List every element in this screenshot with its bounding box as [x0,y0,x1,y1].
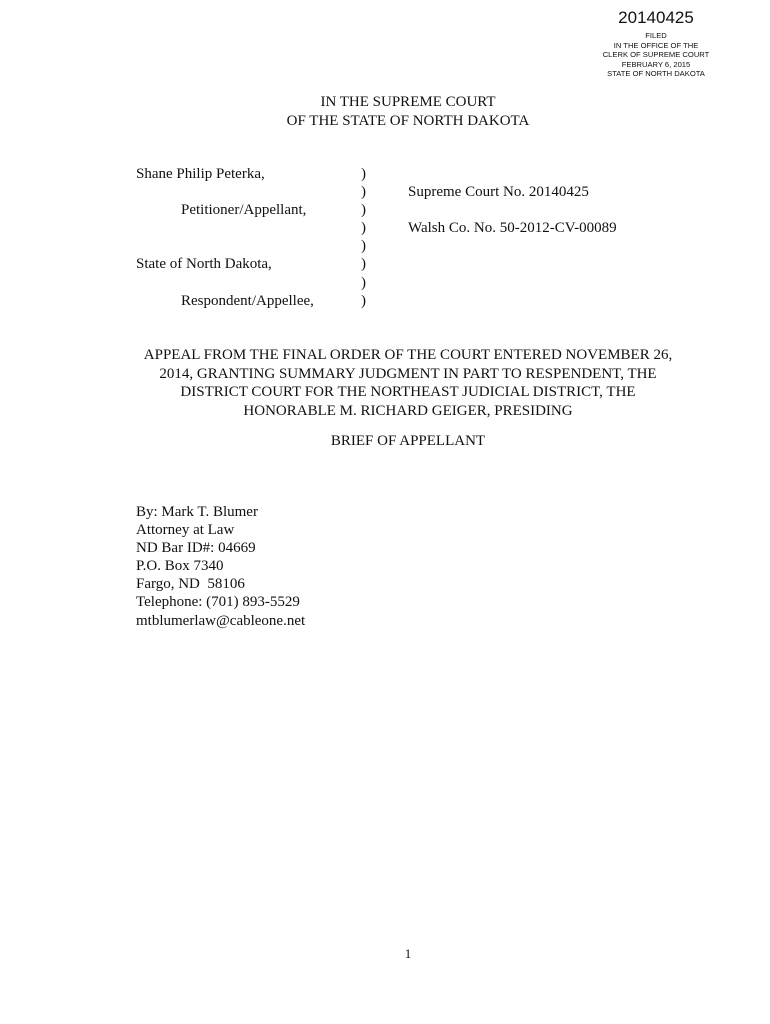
caption-row [136,274,656,292]
case-caption [136,165,656,310]
appeal-line-1: APPEAL FROM THE FINAL ORDER OF THE COURT ENTERED NOVEMBER 26, [143,347,673,363]
counsel-po-box: P.O. Box 7340 [136,558,224,575]
caption-parenthesis: ) [361,274,366,291]
appellant-name: Shane Philip Peterka, [136,166,265,182]
counsel-name: By: Mark T. Blumer [136,504,258,520]
caption-parenthesis: ) [361,184,366,201]
appellant-role: Petitioner/Appellant, [181,202,307,219]
caption-row [136,183,656,201]
caption-row [136,255,656,273]
caption-parenthesis: ) [361,202,366,219]
appeal-line-3: DISTRICT COURT FOR THE NORTHEAST JUDICIAL DISTRICT, THE [180,384,636,400]
county-case-number: Walsh Co. No. 50-2012-CV-00089 [408,220,617,237]
stamp-state-line: STATE OF NORTH DAKOTA [607,69,705,79]
counsel-city: Fargo, ND 58106 [136,576,245,593]
caption-row [136,219,656,237]
caption-row [136,237,656,255]
appeal-line-4: HONORABLE M. RICHARD GEIGER, PRESIDING [243,402,573,419]
court-heading-line-2: OF THE STATE OF NORTH DAKOTA [286,113,530,129]
filing-stamp [590,8,722,79]
caption-row [136,292,656,310]
caption-parenthesis: ) [361,220,366,237]
caption-row [136,165,656,183]
stamp-filed-line: FILED [645,31,667,40]
counsel-block [136,503,305,630]
counsel-title: Attorney at Law [136,522,235,539]
appeal-description [120,346,696,420]
counsel-bar-id: ND Bar ID#: 04669 [136,540,256,557]
caption-parenthesis: ) [361,256,366,273]
caption-parenthesis: ) [361,238,366,255]
stamp-clerk-line: CLERK OF SUPREME COURT [602,50,710,60]
caption-parenthesis: ) [361,166,366,182]
caption-row [136,201,656,219]
appellee-role: Respondent/Appellee, [181,292,314,309]
appeal-line-2: 2014, GRANTING SUMMARY JUDGMENT IN PART TO RESPENDENT, THE [159,365,657,382]
supreme-court-number: Supreme Court No. 20140425 [408,184,589,201]
appellee-name: State of North Dakota, [136,256,272,273]
counsel-phone: Telephone: (701) 893-5529 [136,594,300,611]
counsel-email: mtblumerlaw@cableone.net [136,612,306,629]
stamp-date-line: FEBRUARY 6, 2015 [621,59,691,69]
page-number: 1 [404,946,412,961]
court-heading [0,93,770,131]
caption-parenthesis: ) [361,292,366,309]
document-title: BRIEF OF APPELLANT [330,433,486,449]
stamp-office-line: IN THE OFFICE OF THE [613,40,699,50]
stamp-case-number: 20140425 [618,8,694,27]
court-heading-line-1: IN THE SUPREME COURT [320,94,496,110]
